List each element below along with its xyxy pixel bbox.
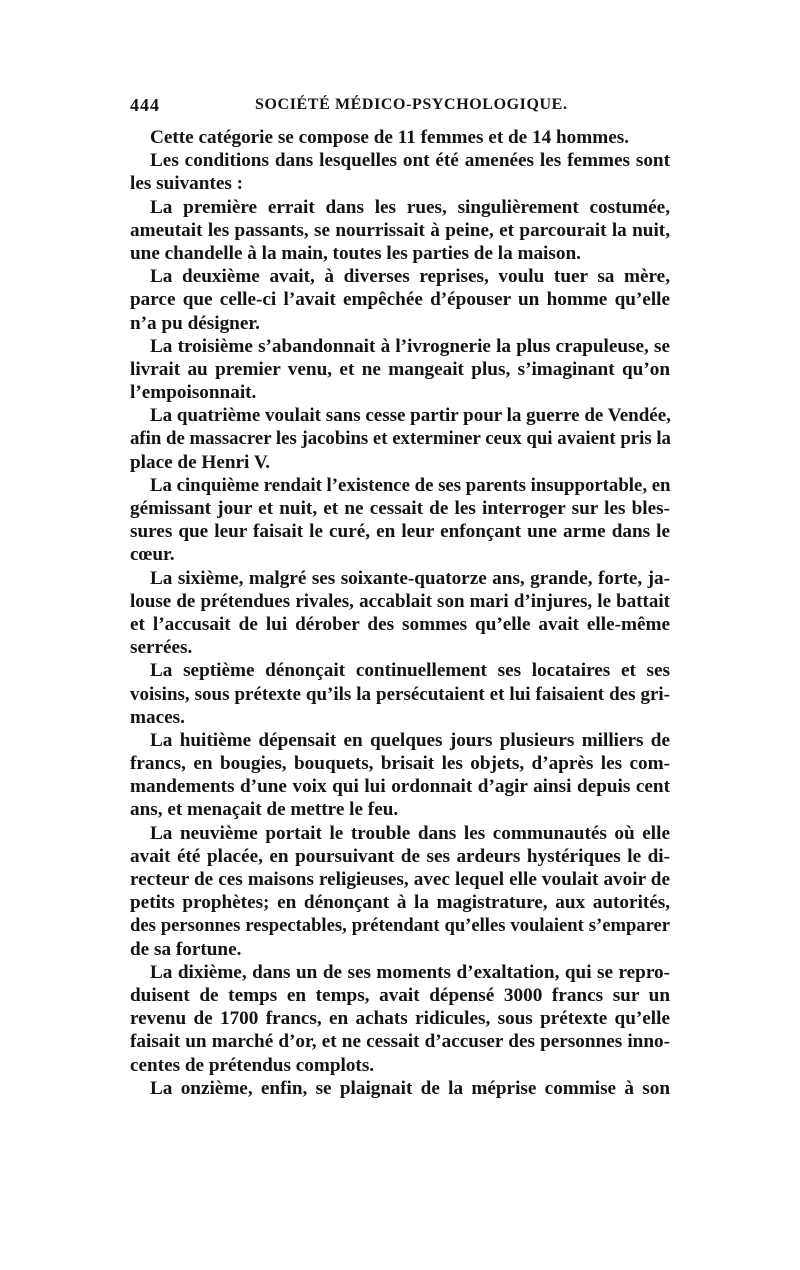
text-line: La cinquième rendait l’existence de ses parents insupportable, en	[150, 474, 671, 496]
body-text	[130, 126, 670, 1100]
text-line: La onzième, enfin, se plaignait de la méprise commise à son	[150, 1077, 670, 1099]
page-header	[130, 92, 670, 118]
text-line: maces.	[130, 706, 185, 728]
text-line: voisins, sous prétexte qu’ils la persécutaient et lui faisaient des gri-	[130, 683, 670, 705]
text-line: ans, et menaçait de mettre le feu.	[130, 799, 399, 821]
text-line: centes de prétendus complots.	[130, 1054, 375, 1076]
text-line: afin de massacrer les jacobins et exterminer ceux qui avaient pris la	[130, 428, 671, 450]
text-line: place de Henri V.	[130, 451, 270, 473]
text-line: cœur.	[130, 544, 175, 566]
running-head: SOCIÉTÉ MÉDICO-PSYCHOLOGIQUE.	[255, 96, 568, 113]
text-line: des personnes respectables, prétendant qu’elles voulaient s’emparer	[130, 915, 670, 937]
text-line: revenu de 1700 francs, en achats ridicules, sous prétexte qu’elle	[130, 1008, 670, 1030]
text-line: faisait un marché d’or, et ne cessait d’accuser des personnes inno-	[130, 1031, 670, 1053]
text-line: avait été placée, en poursuivant de ses ardeurs hystériques le di-	[130, 845, 670, 867]
text-line: petits prophètes; en dénonçant à la magistrature, aux autorités,	[130, 892, 670, 914]
text-line: et l’accusait de lui dérober des sommes qu’elle avait elle-même	[130, 613, 670, 635]
text-line: serrées.	[130, 637, 193, 659]
text-line: mandements d’une voix qui lui ordonnait d’agir ainsi depuis cent	[130, 776, 670, 798]
text-line: livrait au premier venu, et ne mangeait plus, s’imaginant qu’on	[130, 358, 670, 380]
text-line: de sa fortune.	[130, 938, 242, 960]
text-line: La sixième, malgré ses soixante-quatorze ans, grande, forte, ja-	[150, 567, 670, 589]
text-line: Les conditions dans lesquelles ont été amenées les femmes sont	[150, 150, 670, 172]
text-line: Cette catégorie se compose de 11 femmes et de 14 hommes.	[150, 127, 629, 148]
text-line: recteur de ces maisons religieuses, avec lequel elle voulait avoir de	[130, 869, 670, 890]
text-line: La troisième s’abandonnait à l’ivrognerie la plus crapuleuse, se	[150, 335, 670, 357]
text-line: louse de prétendues rivales, accablait son mari d’injures, le battait	[130, 590, 670, 612]
text-line: les suivantes :	[130, 173, 243, 195]
text-line: une chandelle à la main, toutes les parties de la maison.	[130, 242, 581, 264]
text-line: francs, en bougies, bouquets, brisait les objets, d’après les com-	[130, 753, 670, 775]
text-line: parce que celle-ci l’avait empêchée d’épouser un homme qu’elle	[130, 289, 670, 311]
text-line: l’empoisonnait.	[130, 382, 257, 404]
text-line: La neuvième portait le trouble dans les communautés où elle	[150, 822, 670, 844]
text-line: n’a pu désigner.	[130, 312, 260, 334]
text-line: sures que leur faisait le curé, en leur enfonçant une arme dans le	[130, 521, 670, 543]
text-line: La première errait dans les rues, singulièrement costumée,	[150, 196, 670, 218]
text-line: La septième dénonçait continuellement ses locataires et ses	[150, 660, 670, 682]
text-line: La dixième, dans un de ses moments d’exaltation, qui se repro-	[150, 961, 670, 983]
text-line: ameutait les passants, se nourrissait à peine, et parcourait la nuit,	[130, 219, 670, 241]
page-number: 444	[130, 95, 160, 115]
text-line: duisent de temps en temps, avait dépensé 3000 francs sur un	[130, 984, 670, 1006]
text-line: gémissant jour et nuit, et ne cessait de les interroger sur les bles-	[130, 498, 670, 519]
text-line: La quatrième voulait sans cesse partir pour la guerre de Vendée,	[150, 405, 671, 427]
text-line: La huitième dépensait en quelques jours plusieurs milliers de	[150, 729, 670, 751]
text-line: La deuxième avait, à diverses reprises, voulu tuer sa mère,	[150, 266, 670, 288]
